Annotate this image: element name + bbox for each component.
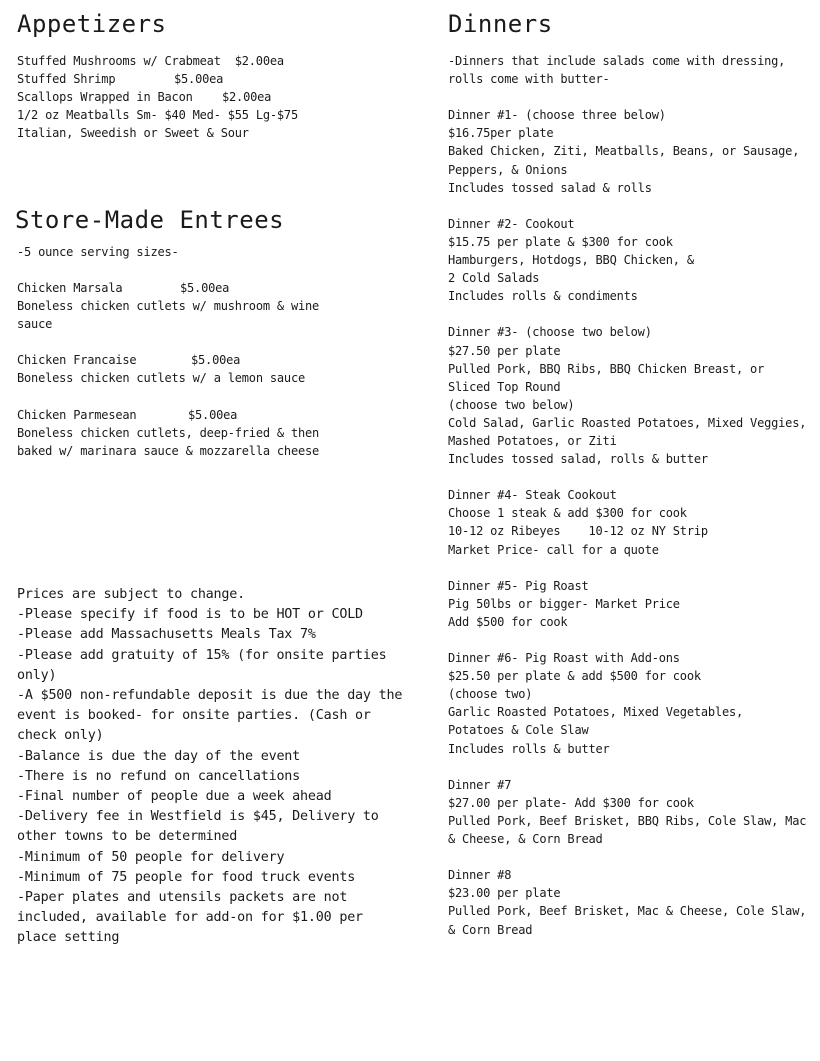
dinner-line: 2 Cold Salads xyxy=(448,271,540,286)
entrees-list xyxy=(17,243,319,460)
policy-line: -Delivery fee in Westfield is $45, Delivery to xyxy=(17,809,379,825)
dinner-item xyxy=(448,486,806,558)
policy-line: -Minimum of 75 people for food truck events xyxy=(17,869,356,885)
dinner-item xyxy=(448,577,806,631)
dinner-line: Mashed Potatoes, or Ziti xyxy=(448,433,617,448)
entree-title: Chicken Marsala $5.00ea xyxy=(17,281,230,296)
dinner-line: $27.50 per plate xyxy=(448,343,561,358)
entree-desc: sauce xyxy=(17,317,53,332)
dinner-title: Dinner #1- (choose three below) xyxy=(448,108,666,123)
meatball-styles: Italian, Sweedish or Sweet & Sour xyxy=(17,126,249,141)
entree-desc: Boneless chicken cutlets w/ a lemon sauce xyxy=(17,371,306,386)
policy-line: -Please add gratuity of 15% (for onsite parties xyxy=(17,647,387,663)
dinner-line: Includes rolls & butter xyxy=(448,741,610,756)
appetizer-item: Stuffed Mushrooms w/ Crabmeat $2.00ea xyxy=(17,54,284,68)
dinner-line: Includes rolls & condiments xyxy=(448,289,638,304)
dinner-title: Dinner #5- Pig Roast xyxy=(448,578,589,593)
dinner-line: $16.75per plate xyxy=(448,126,554,141)
appetizer-item: Stuffed Shrimp $5.00ea xyxy=(17,72,224,87)
dinner-line: Hamburgers, Hotdogs, BBQ Chicken, & xyxy=(448,253,694,268)
dinner-line: Market Price- call for a quote xyxy=(448,542,659,557)
policy-line: Prices are subject to change. xyxy=(17,587,245,602)
entree-title: Chicken Parmesean $5.00ea xyxy=(17,407,238,422)
policy-line: -There is no refund on cancellations xyxy=(17,768,301,784)
policy-line: -Minimum of 50 people for delivery xyxy=(17,849,285,865)
meatballs-line: 1/2 oz Meatballs Sm- $40 Med- $55 Lg-$75 xyxy=(17,108,298,123)
dinner-line: Potatoes & Cole Slaw xyxy=(448,723,589,738)
dinner-line: Includes tossed salad, rolls & butter xyxy=(448,452,708,467)
policy-line: event is booked- for onsite parties. (Cash or xyxy=(17,708,371,724)
dinner-title: Dinner #8 xyxy=(448,868,512,883)
policy-line: only) xyxy=(17,667,57,683)
entree-title: Chicken Francaise $5.00ea xyxy=(17,353,241,368)
appetizer-item: Scallops Wrapped in Bacon $2.00ea xyxy=(17,90,272,105)
dinner-line: Pulled Pork, Beef Brisket, Mac & Cheese, Cole Slaw, xyxy=(448,904,807,919)
policy-line: -A $500 non-refundable deposit is due the day the xyxy=(17,688,403,704)
dinner-title: Dinner #3- (choose two below) xyxy=(448,325,652,340)
dinner-line: Add $500 for cook xyxy=(448,614,568,629)
dinner-line: $15.75 per plate & $300 for cook xyxy=(448,234,673,249)
dinner-item xyxy=(448,323,806,468)
entrees-heading: Store-Made Entrees xyxy=(15,206,285,234)
dinner-line: Pig 50lbs or bigger- Market Price xyxy=(448,596,680,611)
dinner-line: & Corn Bread xyxy=(448,922,533,937)
dinner-line: Baked Chicken, Ziti, Meatballs, Beans, or Sausage, xyxy=(448,144,800,159)
policy-line: -Please add Massachusetts Meals Tax 7% xyxy=(17,627,316,643)
dinner-line: Cold Salad, Garlic Roasted Potatoes, Mixed Veggies, xyxy=(448,415,807,430)
dinner-line: $25.50 per plate & add $500 for cook xyxy=(448,669,701,684)
entrees-subtitle: -5 ounce serving sizes- xyxy=(17,245,179,259)
dinners-intro: -Dinners that include salads come with dressing, xyxy=(448,54,786,68)
dinner-line: & Cheese, & Corn Bread xyxy=(448,832,603,847)
dinners-heading: Dinners xyxy=(448,10,553,38)
dinner-line: 10-12 oz Ribeyes 10-12 oz NY Strip xyxy=(448,524,708,539)
policy-line: place setting xyxy=(17,930,120,946)
dinners-list xyxy=(448,52,806,939)
dinner-line: $27.00 per plate- Add $300 for cook xyxy=(448,795,694,810)
policy-line: check only) xyxy=(17,728,104,744)
policies xyxy=(17,585,402,949)
dinner-item xyxy=(448,649,806,758)
appetizers-heading: Appetizers xyxy=(17,10,167,38)
dinner-line: Pulled Pork, BBQ Ribs, BBQ Chicken Breast, or xyxy=(448,361,765,376)
policy-line: -Paper plates and utensils packets are not xyxy=(17,890,348,906)
dinner-line: $23.00 per plate xyxy=(448,886,561,901)
dinner-item xyxy=(448,215,806,305)
dinner-title: Dinner #4- Steak Cookout xyxy=(448,488,617,503)
dinner-line: Includes tossed salad & rolls xyxy=(448,180,652,195)
dinner-item xyxy=(448,106,806,196)
entree-desc: Boneless chicken cutlets, deep-fried & then xyxy=(17,425,320,440)
appetizers-list xyxy=(17,52,298,142)
dinner-item xyxy=(448,866,806,938)
dinner-title: Dinner #7 xyxy=(448,777,512,792)
policy-line: -Please specify if food is to be HOT or COLD xyxy=(17,607,363,623)
dinners-intro: rolls come with butter- xyxy=(448,72,610,87)
policy-line: -Final number of people due a week ahead xyxy=(17,789,332,805)
dinner-line: (choose two) xyxy=(448,687,533,702)
dinner-line: Choose 1 steak & add $300 for cook xyxy=(448,506,687,521)
entree-desc: baked w/ marinara sauce & mozzarella cheese xyxy=(17,443,320,458)
dinner-item xyxy=(448,776,806,848)
dinner-line: Pulled Pork, Beef Brisket, BBQ Ribs, Cole Slaw, Mac xyxy=(448,813,807,828)
dinner-title: Dinner #6- Pig Roast with Add-ons xyxy=(448,651,680,666)
policy-line: other towns to be determined xyxy=(17,829,238,845)
dinner-line: Sliced Top Round xyxy=(448,379,561,394)
policy-line: included, available for add-on for $1.00 per xyxy=(17,910,363,926)
dinner-line: Garlic Roasted Potatoes, Mixed Vegetables, xyxy=(448,705,744,720)
dinner-line: Peppers, & Onions xyxy=(448,162,568,177)
dinner-line: (choose two below) xyxy=(448,397,575,412)
entree-desc: Boneless chicken cutlets w/ mushroom & wine xyxy=(17,299,320,314)
dinner-title: Dinner #2- Cookout xyxy=(448,216,575,231)
policy-line: -Balance is due the day of the event xyxy=(17,748,301,764)
